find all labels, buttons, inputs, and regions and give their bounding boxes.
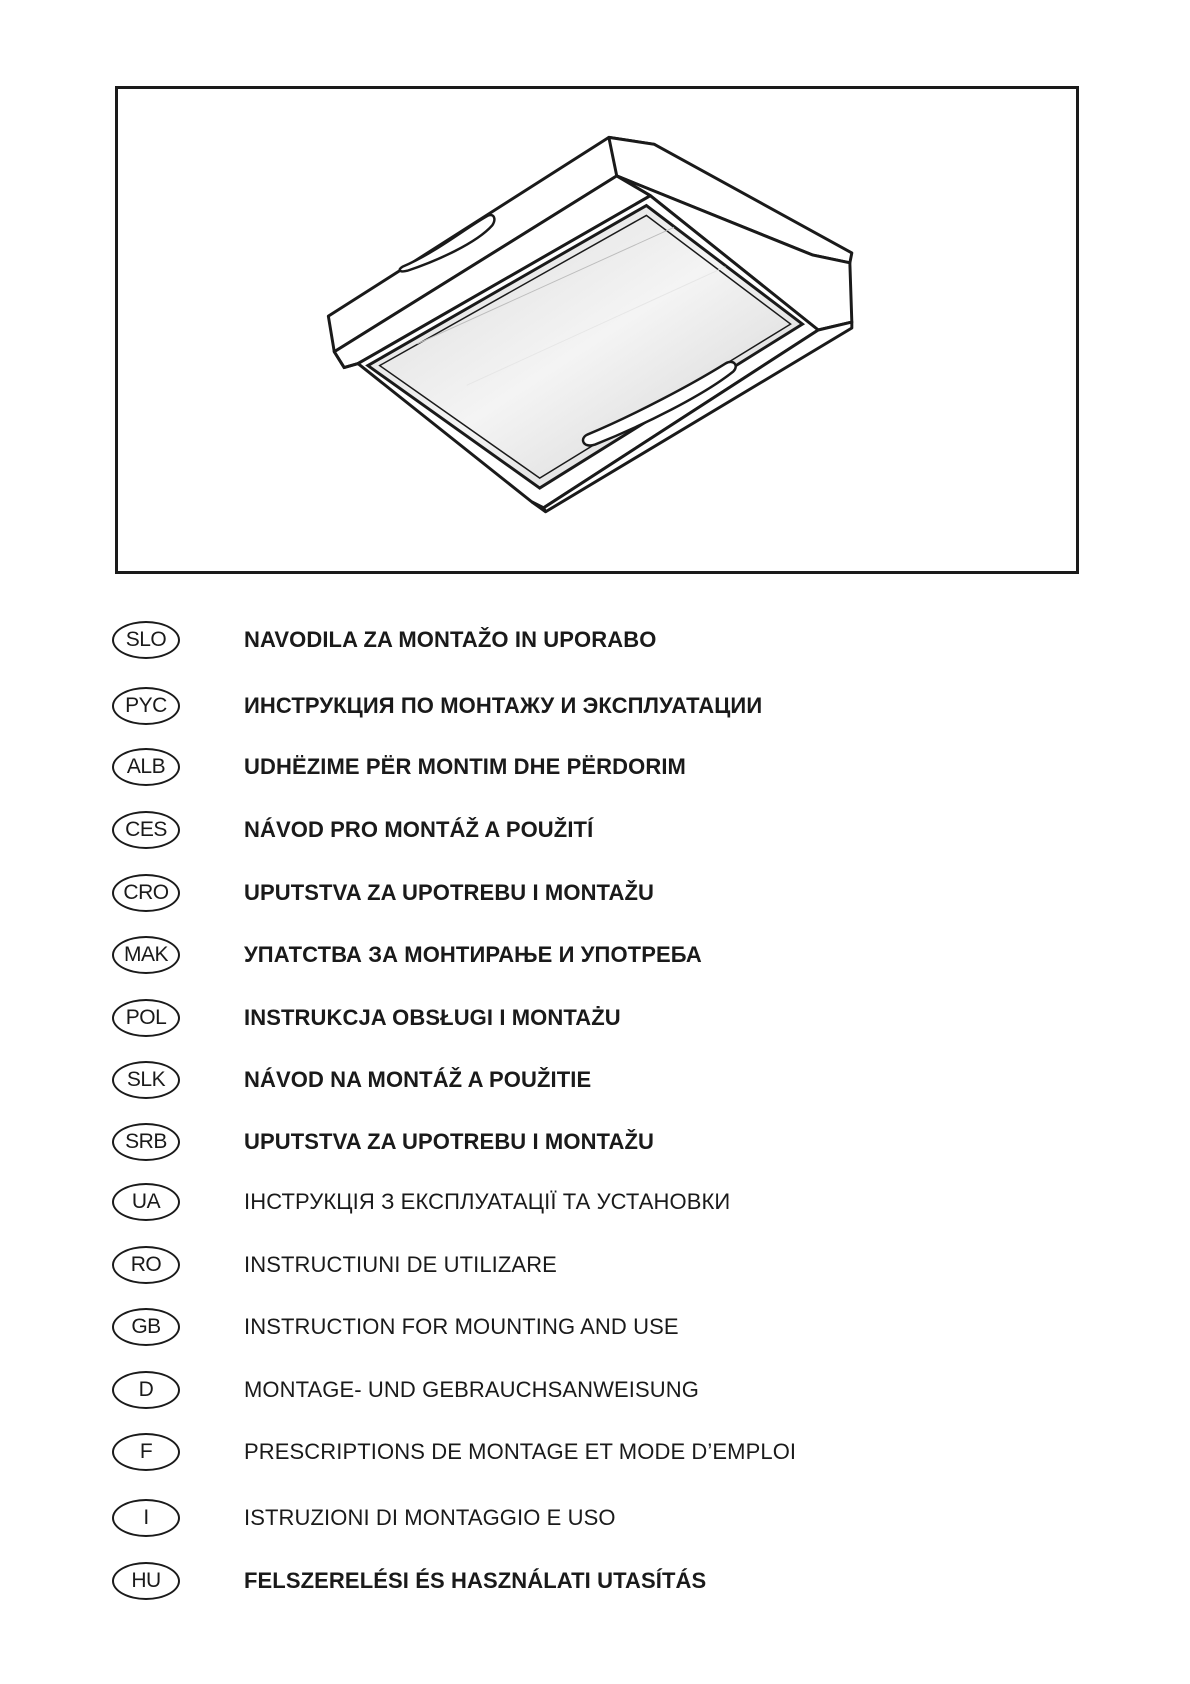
language-title: ИНСТРУКЦИЯ ПО МОНТАЖУ И ЭКСПЛУАТАЦИИ [244,693,763,718]
language-title: MONTAGE- UND GEBRAUCHSANWEISUNG [244,1377,699,1402]
language-title: NÁVOD NA MONTÁŽ A POUŽITIE [244,1067,592,1092]
language-row-f [112,1433,1012,1473]
language-row-pol [112,999,1012,1039]
language-title: UPUTSTVA ZA UPOTREBU I MONTAŽU [244,1129,654,1154]
language-code-badge: CRO [112,874,180,912]
language-row-d [112,1371,1012,1411]
language-title: INSTRUKCJA OBSŁUGI I MONTAŻU [244,1005,621,1030]
language-title: PRESCRIPTIONS DE MONTAGE ET MODE D’EMPLOI [244,1439,797,1464]
language-code-badge: ALB [112,748,180,786]
language-row-alb [112,748,1012,788]
language-code-badge: CES [112,811,180,849]
language-row-slo [112,621,1012,661]
language-title: INSTRUCTION FOR MOUNTING AND USE [244,1314,679,1339]
language-code-badge: I [112,1499,180,1537]
language-code-badge: SRB [112,1123,180,1161]
language-code-badge: MAK [112,936,180,974]
language-title: UDHËZIME PËR MONTIM DHE PËRDORIM [244,754,686,779]
language-row-ces [112,811,1012,851]
language-title: NÁVOD PRO MONTÁŽ A POUŽITÍ [244,817,594,842]
language-row-hu [112,1562,1012,1602]
language-title: УПАТСТВА ЗА МОНТИРАЊЕ И УПОТРЕБА [244,942,702,967]
language-row-ro [112,1246,1012,1286]
language-row-srb [112,1123,1012,1163]
language-code-badge: UA [112,1183,180,1221]
language-row-pyc [112,687,1012,727]
language-code-badge: F [112,1433,180,1471]
language-title: ISTRUZIONI DI MONTAGGIO E USO [244,1505,616,1530]
language-code-badge: RO [112,1246,180,1284]
language-code-badge: SLK [112,1061,180,1099]
language-title: FELSZERELÉSI ÉS HASZNÁLATI UTASÍTÁS [244,1568,707,1593]
language-code-badge: SLO [112,621,180,659]
language-title: INSTRUCTIUNI DE UTILIZARE [244,1252,557,1277]
language-row-i [112,1499,1012,1539]
language-code-badge: POL [112,999,180,1037]
language-row-ua [112,1183,1012,1223]
language-title: UPUTSTVA ZA UPOTREBU I MONTAŽU [244,880,654,905]
language-row-cro [112,874,1012,914]
language-code-badge: D [112,1371,180,1409]
language-title: NAVODILA ZA MONTAŽO IN UPORABO [244,627,657,652]
language-title: ІНСТРУКЦІЯ З ЕКСПЛУАТАЦІЇ ТА УСТАНОВКИ [244,1189,731,1214]
language-code-badge: HU [112,1562,180,1600]
language-code-badge: PYC [112,687,180,725]
language-row-slk [112,1061,1012,1101]
language-code-badge: GB [112,1308,180,1346]
language-row-gb [112,1308,1012,1348]
language-row-mak [112,936,1012,976]
